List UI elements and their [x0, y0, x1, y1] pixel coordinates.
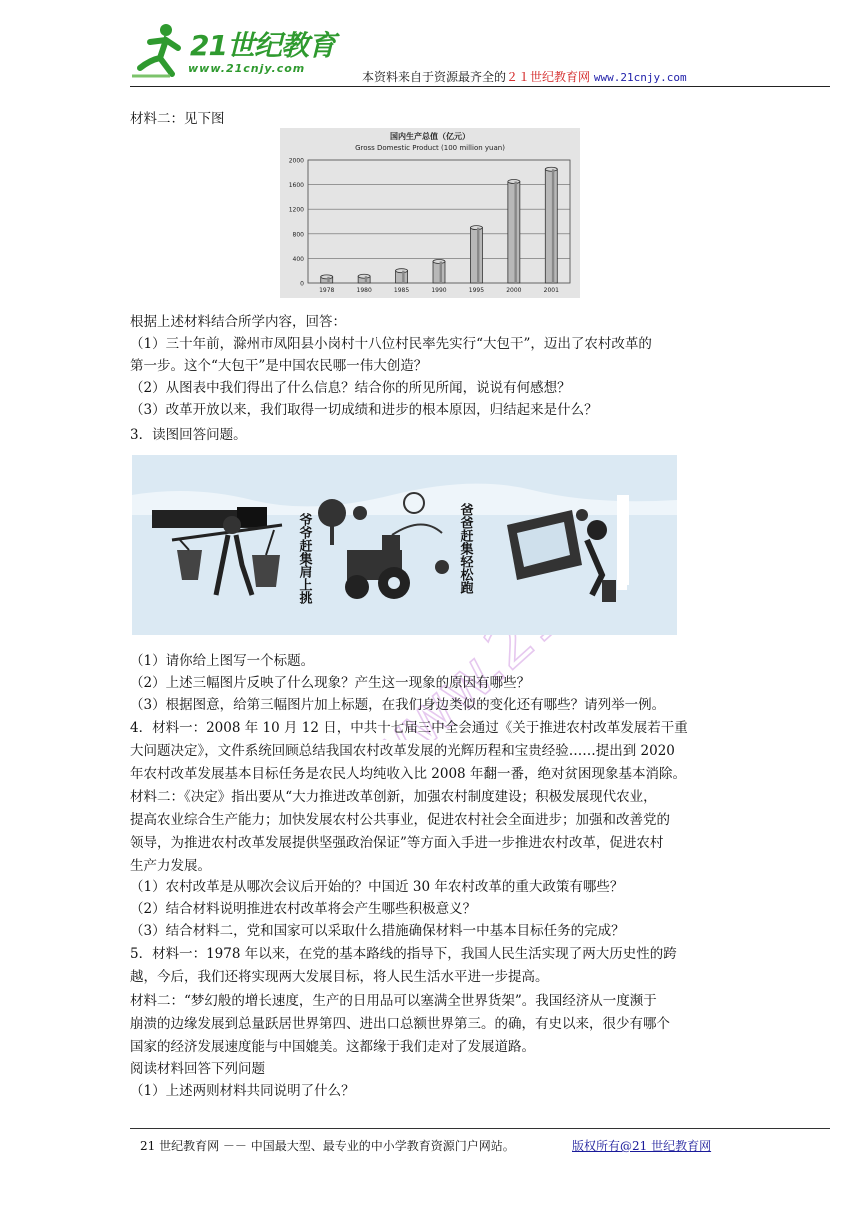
q3-part2: （2）上述三幅图片反映了什么现象？产生这一现象的原因有哪些？: [130, 675, 531, 691]
cartoon-caption-2: 爸爸赶集轻松跑: [457, 503, 473, 594]
footer-copyright-link[interactable]: 版权所有@21 世纪教育网: [572, 1139, 712, 1153]
q4-material1-line2: 大问题决定》，文件系统回顾总结我国农村改革发展的光辉历程和宝贵经验……提出到 2020: [130, 743, 675, 759]
q4-material1-line1: 4．材料一：2008 年 10 月 12 日，中共十七届三中全会通过《关于推进农村改革发展若干重: [130, 720, 688, 736]
q3-part1: （1）请你给上图写一个标题。: [130, 653, 315, 669]
bar: [321, 275, 333, 283]
q5-part1: （1）上述两则材料共同说明了什么？: [130, 1083, 355, 1099]
y-tick-label: 800: [292, 231, 304, 239]
logo-url: www.21cnjy.com: [188, 62, 306, 75]
x-tick-label: 1995: [468, 287, 485, 294]
x-tick-label: 1978: [319, 287, 335, 294]
y-tick-label: 1600: [288, 182, 304, 190]
q4-material2-line2: 提高农业综合生产能力；加快发展农村公共事业，促进农村社会全面进步；加强和改善党的: [130, 812, 670, 828]
gdp-chart-svg: [280, 128, 580, 298]
q4-part3: （3）结合材料二，党和国家可以采取什么措施确保材料一中基本目标任务的完成？: [130, 923, 625, 939]
q4-material2-line1: 材料二：《决定》指出要从“大力推进改革创新，加强农村制度建设；积极发展现代农业，: [130, 789, 657, 805]
y-tick-label: 1200: [288, 206, 304, 214]
x-tick-label: 1985: [393, 287, 410, 294]
source-note: [362, 68, 687, 85]
x-tick-label: 2000: [506, 287, 522, 294]
q4-material2-line4: 生产力发展。: [130, 858, 211, 874]
bar: [508, 180, 520, 283]
x-tick-label: 1990: [431, 287, 447, 294]
bar: [358, 274, 370, 283]
q3-part3: （3）根据图意，给第三幅图片加上标题，在我们身边类似的变化还有哪些？请列举一例。: [130, 697, 666, 713]
page-header: [130, 20, 830, 88]
q2-part1-line1: （1）三十年前，滁州市凤阳县小岗村十八位村民率先实行“大包干”，迈出了农村改革的: [130, 336, 652, 352]
footer-divider: [130, 1128, 830, 1129]
bar: [545, 167, 557, 283]
q2-part3: （3）改革开放以来，我们取得一切成绩和进步的根本原因，归结起来是什么？: [130, 402, 598, 418]
q3-heading: 3．读图回答问题。: [130, 427, 247, 443]
site-logo[interactable]: [130, 20, 340, 82]
y-tick-label: 400: [292, 255, 304, 263]
material-two-label: 材料二：见下图: [130, 111, 225, 127]
gdp-chart: [280, 128, 580, 298]
q2-part2: （2）从图表中我们得出了什么信息？结合你的所见所闻，说说有何感想？: [130, 380, 571, 396]
bar: [470, 226, 482, 283]
chart-subtitle: Gross Domestic Product (100 million yuan): [355, 144, 505, 152]
source-prefix: 本资料来自于资源最齐全的: [362, 70, 507, 84]
header-divider: [130, 86, 830, 87]
q5-material1-line1: 5．材料一：1978 年以来，在党的基本路线的指导下，我国人民生活实现了两大历史性的跨: [130, 946, 677, 962]
q5-material2-line2: 崩溃的边缘发展到总量跃居世界第四、进出口总额世界第三。的确，有史以来，很少有哪个: [130, 1016, 670, 1032]
q5-material2-line1: 材料二：“梦幻般的增长速度，生产的日用品可以塞满全世界货架”。我国经济从一度濒于: [130, 993, 657, 1009]
question-intro: 根据上述材料结合所学内容，回答：: [130, 314, 346, 330]
running-man-icon: [130, 20, 190, 80]
source-url[interactable]: www.21cnjy.com: [593, 71, 687, 84]
bar: [433, 259, 445, 283]
q2-part1-line2: 第一步。这个“大包干”是中国农民哪一伟大创造？: [130, 358, 428, 374]
q4-material1-line3: 年农村改革发展基本目标任务是农民人均纯收入比 2008 年翻一番，绝对贫困现象基本消除。: [130, 766, 686, 782]
cartoon-caption-1: 爷爷赶集肩上挑: [296, 513, 312, 604]
chart-title: 国内生产总值（亿元）: [390, 132, 470, 141]
q4-part1: （1）农村改革是从哪次会议后开始的？中国近 30 年农村改革的重大政策有哪些？: [130, 879, 624, 895]
q5-material2-line3: 国家的经济发展速度能与中国媲美。这都缘于我们走对了发展道路。: [130, 1039, 535, 1055]
q4-material2-line3: 领导，为推进农村改革发展提供坚强政治保证”等方面入手进一步推进农村改革，促进农村: [130, 835, 664, 851]
source-site[interactable]: ２１世纪教育网: [506, 70, 591, 84]
q4-part2: （2）结合材料说明推进农村改革将会产生哪些积极意义？: [130, 901, 477, 917]
cartoon-illustration: [132, 455, 677, 635]
footer-slogan: 21 世纪教育网 －－ 中国最大型、最专业的中小学教育资源门户网站。: [140, 1139, 515, 1153]
q5-material1-line2: 越，今后，我们还将实现两大发展目标，将人民生活水平进一步提高。: [130, 969, 549, 985]
cartoon-svg: [132, 455, 677, 635]
y-tick-label: 2000: [288, 157, 304, 165]
x-tick-label: 1980: [356, 287, 372, 294]
y-tick-label: 0: [300, 280, 304, 288]
x-tick-label: 2001: [543, 287, 559, 294]
bar: [396, 269, 408, 283]
logo-text: 21世纪教育: [190, 29, 335, 62]
q5-instruction: 阅读材料回答下列问题: [130, 1061, 265, 1077]
